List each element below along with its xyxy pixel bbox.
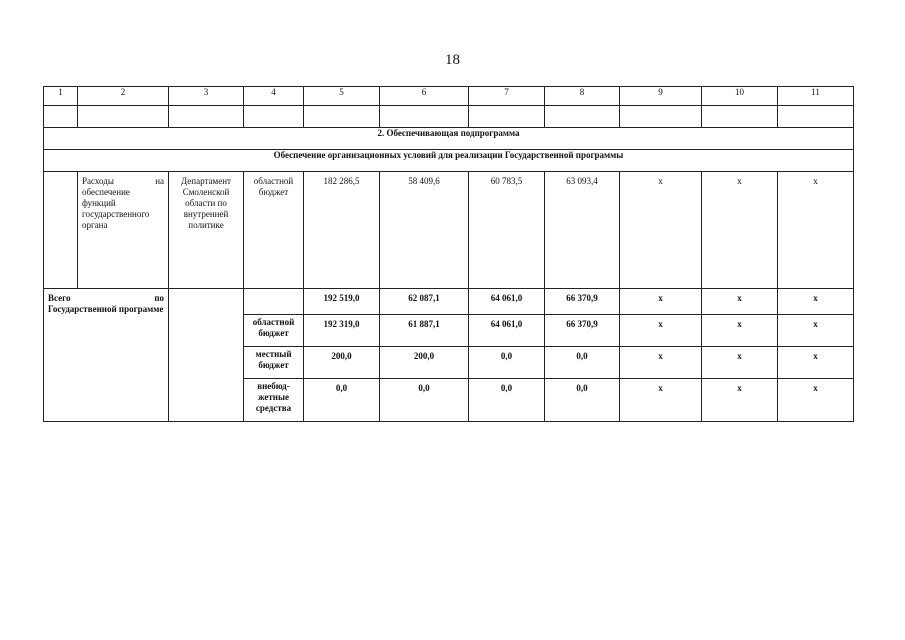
breakdown-value: 200,0 bbox=[380, 347, 469, 379]
page-number: 18 bbox=[445, 52, 460, 68]
item-value: 60 783,5 bbox=[469, 172, 545, 289]
breakdown-value: 61 887,1 bbox=[380, 315, 469, 347]
item-description: Расходы на обеспечение функций государственного органа bbox=[78, 172, 169, 289]
total-value: 64 061,0 bbox=[469, 289, 545, 315]
breakdown-value: x bbox=[778, 315, 854, 347]
column-number: 8 bbox=[545, 87, 620, 106]
empty-row bbox=[44, 106, 854, 128]
total-value: 66 370,9 bbox=[545, 289, 620, 315]
item-value: 58 409,6 bbox=[380, 172, 469, 289]
breakdown-value: 64 061,0 bbox=[469, 315, 545, 347]
column-number: 1 bbox=[44, 87, 78, 106]
item-funding-source: областной бюджет bbox=[244, 172, 304, 289]
column-number: 3 bbox=[169, 87, 244, 106]
breakdown-value: x bbox=[702, 315, 778, 347]
total-value: 62 087,1 bbox=[380, 289, 469, 315]
column-number: 7 bbox=[469, 87, 545, 106]
subsection-row bbox=[44, 150, 854, 172]
breakdown-value: 0,0 bbox=[380, 379, 469, 422]
column-number: 9 bbox=[620, 87, 702, 106]
breakdown-value: 66 370,9 bbox=[545, 315, 620, 347]
breakdown-value: x bbox=[620, 315, 702, 347]
total-value: x bbox=[702, 289, 778, 315]
item-value: x bbox=[620, 172, 702, 289]
breakdown-value: 0,0 bbox=[469, 347, 545, 379]
breakdown-value: x bbox=[778, 347, 854, 379]
breakdown-value: x bbox=[778, 379, 854, 422]
breakdown-value: 0,0 bbox=[545, 379, 620, 422]
item-row bbox=[44, 172, 854, 289]
total-value: x bbox=[778, 289, 854, 315]
breakdown-value: 0,0 bbox=[469, 379, 545, 422]
total-label: Всего по Государственной программе bbox=[44, 289, 169, 422]
breakdown-value: 192 319,0 bbox=[304, 315, 380, 347]
column-number: 5 bbox=[304, 87, 380, 106]
column-number: 10 bbox=[702, 87, 778, 106]
total-row bbox=[44, 289, 854, 315]
column-number: 2 bbox=[78, 87, 169, 106]
item-value: 182 286,5 bbox=[304, 172, 380, 289]
breakdown-value: x bbox=[620, 379, 702, 422]
total-value: x bbox=[620, 289, 702, 315]
subsection-title: Обеспечение организационных условий для реализации Государственной программы bbox=[44, 150, 854, 172]
item-value: x bbox=[702, 172, 778, 289]
section-row bbox=[44, 128, 854, 150]
breakdown-value: x bbox=[702, 379, 778, 422]
item-value: x bbox=[778, 172, 854, 289]
funding-source: областной бюджет bbox=[244, 315, 304, 347]
total-value: 192 519,0 bbox=[304, 289, 380, 315]
breakdown-value: 200,0 bbox=[304, 347, 380, 379]
item-value: 63 093,4 bbox=[545, 172, 620, 289]
funding-source: местный бюджет bbox=[244, 347, 304, 379]
column-number: 6 bbox=[380, 87, 469, 106]
column-number: 4 bbox=[244, 87, 304, 106]
budget-table bbox=[43, 86, 854, 422]
breakdown-value: 0,0 bbox=[545, 347, 620, 379]
breakdown-value: x bbox=[620, 347, 702, 379]
column-number: 11 bbox=[778, 87, 854, 106]
column-number-row bbox=[44, 87, 854, 106]
funding-source: внебюд-жетные средства bbox=[244, 379, 304, 422]
breakdown-value: x bbox=[702, 347, 778, 379]
section-title: 2. Обеспечивающая подпрограмма bbox=[44, 128, 854, 150]
item-department: Департамент Смоленской области по внутренней политике bbox=[169, 172, 244, 289]
breakdown-value: 0,0 bbox=[304, 379, 380, 422]
